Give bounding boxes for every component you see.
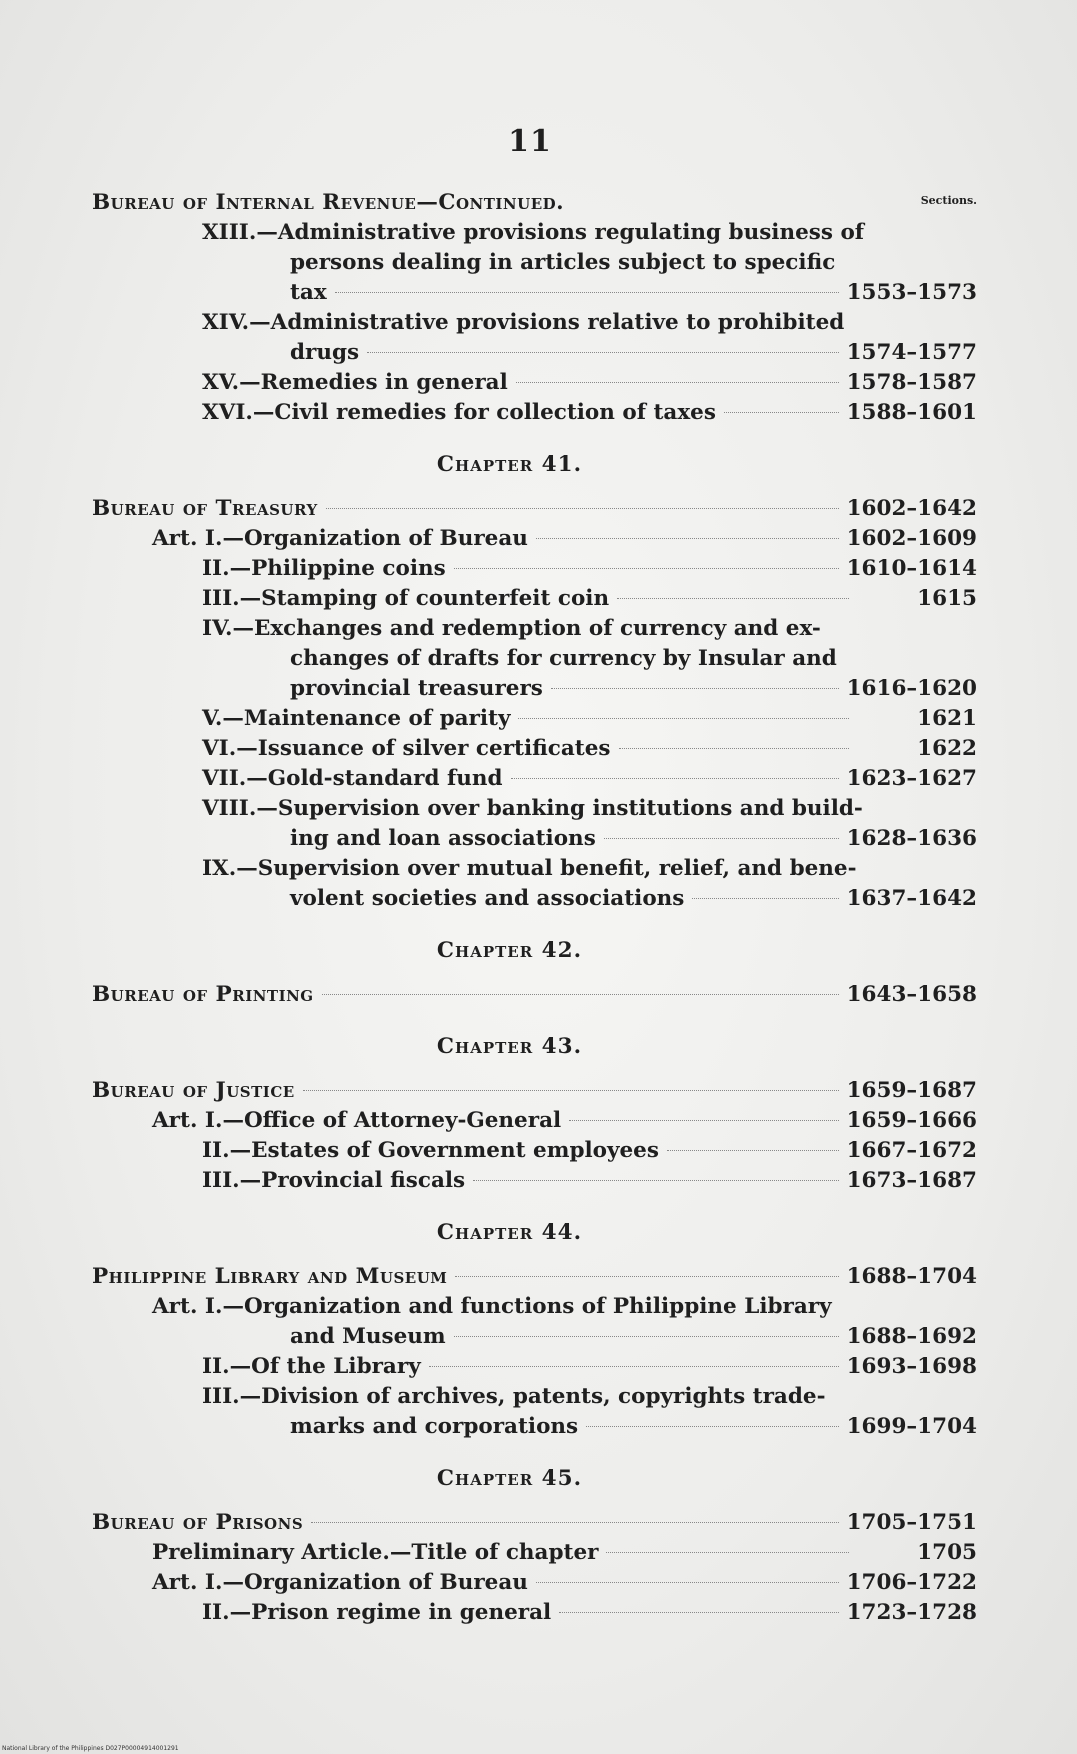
toc-heading-row	[92, 188, 977, 218]
entry-text: persons dealing in articles subject to specific	[290, 250, 836, 275]
entry-text: VIII.—Supervision over banking institutions and build-	[202, 796, 863, 821]
entry-text: ing and loan associations	[290, 826, 596, 851]
dot-leader	[516, 382, 839, 383]
entry-text: III.—Provincial fiscals	[202, 1168, 466, 1193]
bureau-heading: Bureau of Treasury	[92, 496, 318, 521]
bir-entries	[92, 218, 977, 428]
bureau-heading: Bureau of Prisons	[92, 1510, 304, 1535]
bureau-heading: Bureau of Internal Revenue—Continued.	[92, 190, 565, 215]
chapter-heading: Chapter 41.	[436, 452, 583, 477]
section-range: 1615	[917, 586, 977, 611]
dot-leader	[326, 508, 839, 509]
ch43-entries	[92, 1106, 977, 1196]
toc-entry	[92, 398, 977, 428]
toc-entry	[92, 1106, 977, 1136]
bureau-heading: Bureau of Justice	[92, 1078, 295, 1103]
chapter-heading: Chapter 43.	[436, 1034, 583, 1059]
dot-leader	[667, 1150, 839, 1151]
toc-entry-continuation	[92, 884, 977, 914]
section-range: 1705–1751	[846, 1510, 977, 1535]
entry-text: XVI.—Civil remedies for collection of taxes	[202, 400, 716, 425]
entry-text: Art. I.—Office of Attorney-General	[152, 1108, 562, 1133]
toc-entry	[92, 614, 977, 644]
section-range: 1693–1698	[846, 1354, 977, 1379]
bureau-heading: Philippine Library and Museum	[92, 1264, 448, 1289]
toc-entry-continuation	[92, 248, 977, 278]
toc-entry-continuation	[92, 278, 977, 308]
dot-leader	[604, 838, 839, 839]
toc-entry	[92, 218, 977, 248]
entry-text: changes of drafts for currency by Insular and	[290, 646, 837, 671]
toc-entry	[92, 554, 977, 584]
entry-text: marks and corporations	[290, 1414, 579, 1439]
entry-text: drugs	[290, 340, 360, 365]
entry-text: Art. I.—Organization of Bureau	[152, 1570, 528, 1595]
entry-text: VI.—Issuance of silver certificates	[202, 736, 611, 761]
dot-leader	[303, 1090, 839, 1091]
toc-entry	[92, 764, 977, 794]
section-range: 1667–1672	[846, 1138, 977, 1163]
toc-entry-continuation	[92, 1322, 977, 1352]
toc-entry	[92, 854, 977, 884]
entry-text: II.—Philippine coins	[202, 556, 446, 581]
dot-leader	[454, 568, 839, 569]
dot-leader	[569, 1120, 838, 1121]
page-number: 11	[508, 124, 552, 159]
toc-entry	[92, 734, 977, 764]
chapter-heading: Chapter 45.	[436, 1466, 583, 1491]
scan-footer: National Library of the Philippines D027P00004914001291	[2, 1745, 179, 1752]
toc-entry	[92, 794, 977, 824]
dot-leader	[536, 538, 839, 539]
section-range: 1705	[917, 1540, 977, 1565]
toc-entry-continuation	[92, 644, 977, 674]
entry-text: Art. I.—Organization and functions of Philippine Library	[152, 1294, 832, 1319]
dot-leader	[692, 898, 838, 899]
entry-text: volent societies and associations	[290, 886, 685, 911]
section-range: 1578–1587	[846, 370, 977, 395]
dot-leader	[455, 1276, 838, 1277]
entry-text: III.—Division of archives, patents, copyrights trade-	[202, 1384, 826, 1409]
section-range: 1659–1666	[846, 1108, 977, 1133]
section-range: 1659–1687	[846, 1078, 977, 1103]
dot-leader	[619, 748, 850, 749]
section-range: 1616–1620	[846, 676, 977, 701]
toc-entry	[92, 584, 977, 614]
toc-entry	[92, 1352, 977, 1382]
toc-entry	[92, 704, 977, 734]
toc-entry-continuation	[92, 338, 977, 368]
toc-entry	[92, 1136, 977, 1166]
toc-entry-continuation	[92, 674, 977, 704]
entry-text: IX.—Supervision over mutual benefit, relief, and bene-	[202, 856, 857, 881]
sections-column-label: Sections.	[920, 194, 977, 207]
dot-leader	[322, 994, 839, 995]
section-range: 1688–1692	[846, 1324, 977, 1349]
entry-text: IV.—Exchanges and redemption of currency and ex-	[202, 616, 821, 641]
entry-text: XIII.—Administrative provisions regulating business of	[202, 220, 865, 245]
dot-leader	[536, 1582, 839, 1583]
toc-entry-continuation	[92, 824, 977, 854]
dot-leader	[335, 292, 839, 293]
dot-leader	[454, 1336, 839, 1337]
dot-leader	[473, 1180, 838, 1181]
toc-entry	[92, 1538, 977, 1568]
entry-text: tax	[290, 280, 327, 305]
entry-text: Preliminary Article.—Title of chapter	[152, 1540, 599, 1565]
dot-leader	[511, 778, 839, 779]
section-range: 1699–1704	[846, 1414, 977, 1439]
entry-text: III.—Stamping of counterfeit coin	[202, 586, 610, 611]
section-range: 1706–1722	[846, 1570, 977, 1595]
entry-text: provincial treasurers	[290, 676, 543, 701]
section-range: 1553–1573	[846, 280, 977, 305]
entry-text: II.—Estates of Government employees	[202, 1138, 659, 1163]
section-range: 1688–1704	[846, 1264, 977, 1289]
section-range: 1610–1614	[846, 556, 977, 581]
section-range: 1628–1636	[846, 826, 977, 851]
ch45-entries	[92, 1538, 977, 1628]
toc-entry	[92, 1382, 977, 1412]
section-range: 1574–1577	[846, 340, 977, 365]
bureau-row	[92, 1262, 977, 1292]
dot-leader	[724, 412, 839, 413]
section-range: 1637–1642	[846, 886, 977, 911]
toc-entry	[92, 524, 977, 554]
section-range: 1673–1687	[846, 1168, 977, 1193]
bureau-row	[92, 1076, 977, 1106]
toc-entry	[92, 1292, 977, 1322]
bureau-row	[92, 1508, 977, 1538]
section-range: 1623–1627	[846, 766, 977, 791]
toc-entry	[92, 1166, 977, 1196]
entry-text: II.—Prison regime in general	[202, 1600, 552, 1625]
dot-leader	[586, 1426, 838, 1427]
toc-entry	[92, 1598, 977, 1628]
table-of-contents	[92, 188, 977, 1628]
toc-entry-continuation	[92, 1412, 977, 1442]
dot-leader	[367, 352, 838, 353]
section-range: 1588–1601	[846, 400, 977, 425]
ch41-entries	[92, 524, 977, 914]
bureau-heading: Bureau of Printing	[92, 982, 314, 1007]
section-range: 1621	[917, 706, 977, 731]
entry-text: XIV.—Administrative provisions relative to prohibited	[202, 310, 845, 335]
entry-text: and Museum	[290, 1324, 446, 1349]
entry-text: XV.—Remedies in general	[202, 370, 508, 395]
dot-leader	[606, 1552, 849, 1553]
bureau-row	[92, 980, 977, 1010]
toc-entry	[92, 368, 977, 398]
chapter-heading: Chapter 44.	[436, 1220, 583, 1245]
entry-text: V.—Maintenance of parity	[202, 706, 511, 731]
entry-text: VII.—Gold-standard fund	[202, 766, 503, 791]
dot-leader	[429, 1366, 839, 1367]
entry-text: II.—Of the Library	[202, 1354, 421, 1379]
chapter-heading: Chapter 42.	[436, 938, 583, 963]
ch44-entries	[92, 1292, 977, 1442]
section-range: 1602–1609	[846, 526, 977, 551]
section-range: 1643–1658	[846, 982, 977, 1007]
dot-leader	[518, 718, 849, 719]
toc-entry	[92, 1568, 977, 1598]
section-range: 1723–1728	[846, 1600, 977, 1625]
dot-leader	[617, 598, 849, 599]
entry-text: Art. I.—Organization of Bureau	[152, 526, 528, 551]
bureau-row	[92, 494, 977, 524]
dot-leader	[559, 1612, 838, 1613]
dot-leader	[311, 1522, 838, 1523]
dot-leader	[551, 688, 839, 689]
toc-entry	[92, 308, 977, 338]
section-range: 1602–1642	[846, 496, 977, 521]
section-range: 1622	[917, 736, 977, 761]
